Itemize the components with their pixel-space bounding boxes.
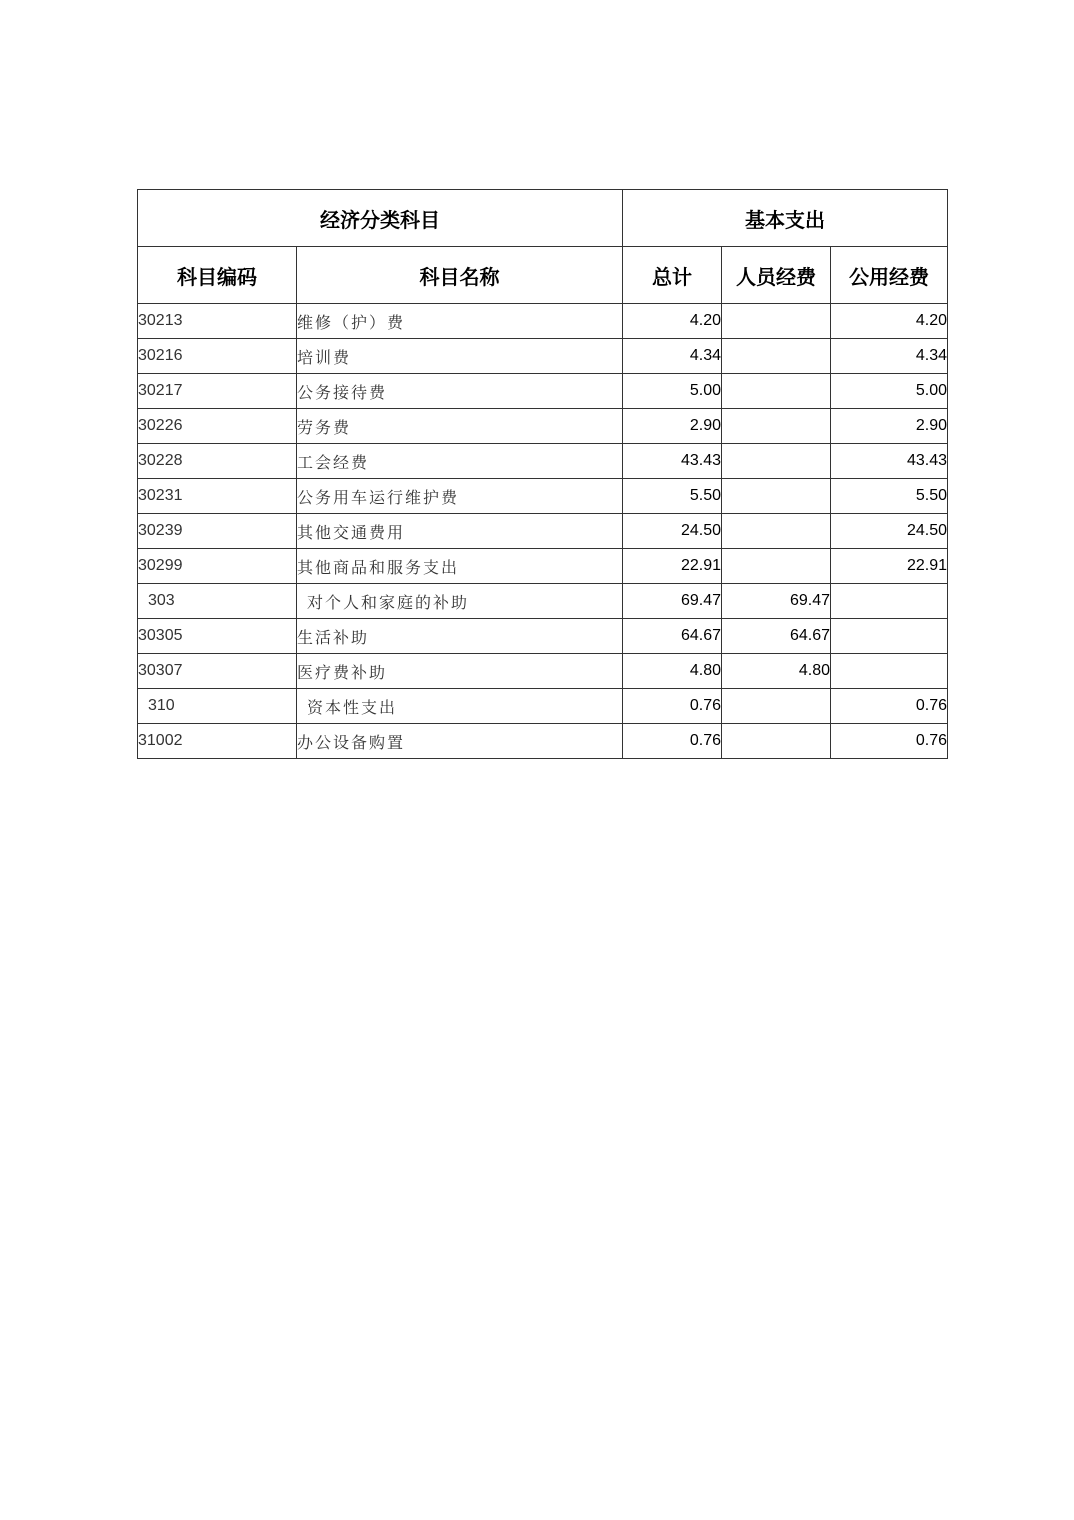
row-code-cell: 30305 [138,619,297,654]
row-name-cell: 生活补助 [297,619,623,654]
row-public-cell [831,584,948,619]
row-name-cell: 劳务费 [297,409,623,444]
table-row [138,654,948,689]
table-row [138,374,948,409]
row-personnel-cell [722,304,831,339]
row-name-cell: 其他交通费用 [297,514,623,549]
row-code-cell: 30216 [138,339,297,374]
row-code-cell: 30213 [138,304,297,339]
row-personnel-cell: 69.47 [722,584,831,619]
table-row [138,724,948,759]
row-name-cell: 公务接待费 [297,374,623,409]
row-total-cell: 2.90 [623,409,722,444]
row-public-cell [831,619,948,654]
row-code-cell: 30228 [138,444,297,479]
row-personnel-cell [722,339,831,374]
header-row-group [138,190,948,247]
row-name-cell: 维修（护）费 [297,304,623,339]
row-public-cell: 4.34 [831,339,948,374]
row-personnel-cell [722,409,831,444]
row-public-cell: 43.43 [831,444,948,479]
header-row-columns [138,247,948,304]
table-row [138,549,948,584]
row-name-cell: 公务用车运行维护费 [297,479,623,514]
row-total-cell: 4.80 [623,654,722,689]
row-personnel-cell [722,374,831,409]
basic-expense-header: 基本支出 [623,190,948,247]
row-code-cell: 303 [138,584,297,619]
row-name-cell: 其他商品和服务支出 [297,549,623,584]
code-header: 科目编码 [138,247,297,304]
row-total-cell: 4.20 [623,304,722,339]
row-code-cell: 31002 [138,724,297,759]
row-total-cell: 5.50 [623,479,722,514]
row-public-cell: 0.76 [831,724,948,759]
budget-table [137,189,948,759]
row-code-cell: 30299 [138,549,297,584]
row-total-cell: 5.00 [623,374,722,409]
name-header: 科目名称 [297,247,623,304]
table-row [138,409,948,444]
row-public-cell: 2.90 [831,409,948,444]
row-personnel-cell [722,689,831,724]
row-total-cell: 43.43 [623,444,722,479]
table-row [138,619,948,654]
row-public-cell: 5.50 [831,479,948,514]
table-row [138,444,948,479]
row-code-cell: 30226 [138,409,297,444]
row-total-cell: 22.91 [623,549,722,584]
row-total-cell: 24.50 [623,514,722,549]
personnel-header: 人员经费 [722,247,831,304]
row-public-cell: 4.20 [831,304,948,339]
row-public-cell: 24.50 [831,514,948,549]
row-personnel-cell [722,514,831,549]
row-name-cell: 工会经费 [297,444,623,479]
total-header: 总计 [623,247,722,304]
row-total-cell: 4.34 [623,339,722,374]
row-code-cell: 310 [138,689,297,724]
row-total-cell: 0.76 [623,689,722,724]
row-total-cell: 69.47 [623,584,722,619]
row-personnel-cell [722,444,831,479]
row-public-cell [831,654,948,689]
row-personnel-cell [722,549,831,584]
row-code-cell: 30217 [138,374,297,409]
row-name-cell: 培训费 [297,339,623,374]
row-public-cell: 0.76 [831,689,948,724]
row-name-cell: 资本性支出 [297,689,623,724]
row-code-cell: 30231 [138,479,297,514]
table-body [138,304,948,759]
row-name-cell: 医疗费补助 [297,654,623,689]
row-total-cell: 64.67 [623,619,722,654]
table-row [138,689,948,724]
table-row [138,584,948,619]
row-personnel-cell [722,724,831,759]
row-code-cell: 30239 [138,514,297,549]
row-total-cell: 0.76 [623,724,722,759]
public-header: 公用经费 [831,247,948,304]
row-public-cell: 22.91 [831,549,948,584]
row-personnel-cell: 64.67 [722,619,831,654]
row-personnel-cell [722,479,831,514]
row-personnel-cell: 4.80 [722,654,831,689]
row-code-cell: 30307 [138,654,297,689]
table-row [138,339,948,374]
table-row [138,514,948,549]
row-public-cell: 5.00 [831,374,948,409]
econ-class-header: 经济分类科目 [138,190,623,247]
table-row [138,304,948,339]
row-name-cell: 对个人和家庭的补助 [297,584,623,619]
table-row [138,479,948,514]
row-name-cell: 办公设备购置 [297,724,623,759]
